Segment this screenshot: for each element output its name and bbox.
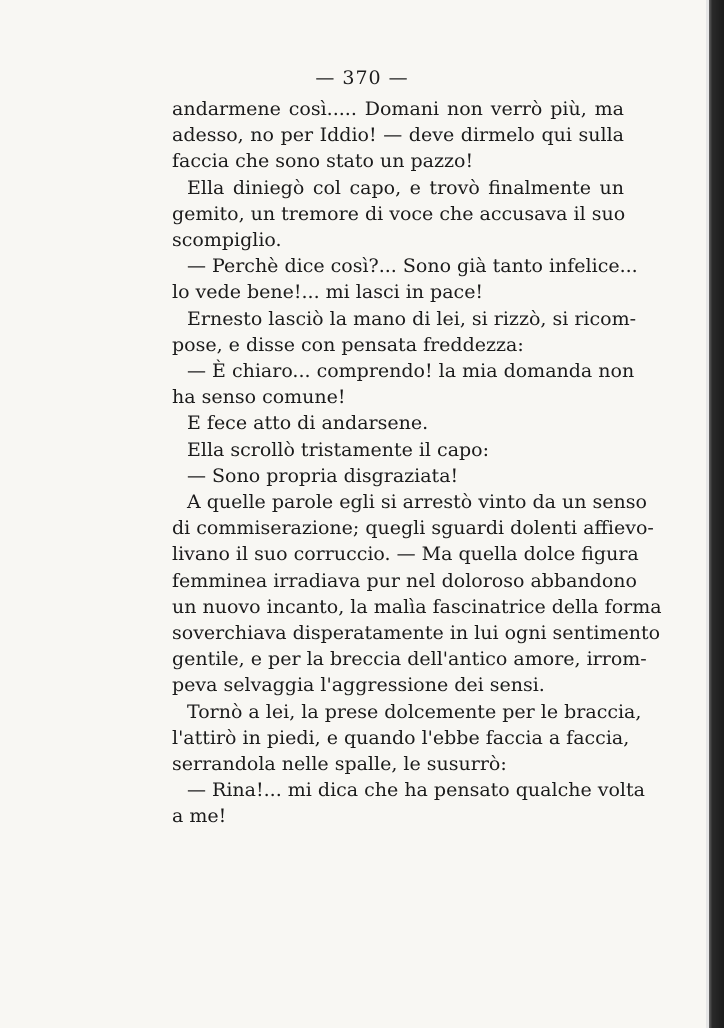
text-line: Ernesto lasciò la mano di lei, si rizzò, si ricom-: [187, 307, 637, 330]
text-line: A quelle parole egli si arrestò vinto da un senso: [187, 491, 647, 514]
text-line: Ella diniegò col capo, e trovò finalmente un: [187, 176, 624, 199]
text-line: Tornò a lei, la prese dolcemente per le braccia,: [187, 700, 642, 723]
text-line: un nuovo incanto, la malìa fascinatrice della forma: [172, 595, 662, 618]
text-line: di commiserazione; quegli sguardi dolenti affievo-: [172, 517, 654, 540]
text-line: — Perchè dice così?... Sono già tanto infelice...: [187, 255, 638, 278]
text-line: serrandola nelle spalle, le susurrò:: [172, 753, 507, 776]
text-line: lo vede bene!... mi lasci in pace!: [172, 281, 484, 304]
text-line: andarmene così..... Domani non verrò più, ma: [172, 98, 624, 120]
text-line: — È chiaro... comprendo! la mia domanda non: [187, 360, 635, 383]
page-number: — 370 —: [315, 67, 409, 89]
body-text: [172, 96, 662, 830]
page-edge-shadow: [706, 0, 724, 1028]
text-line: E fece atto di andarsene.: [187, 412, 429, 435]
text-line: Ella scrollò tristamente il capo:: [187, 438, 490, 461]
text-line: pose, e disse con pensata freddezza:: [172, 333, 524, 356]
text-line: l'attirò in piedi, e quando l'ebbe faccia a faccia,: [172, 726, 630, 749]
text-line: scompiglio.: [172, 229, 282, 252]
text-line: faccia che sono stato un pazzo!: [172, 150, 474, 173]
text-line: a me!: [172, 805, 227, 828]
text-line: livano il suo corruccio. — Ma quella dolce figura: [172, 543, 639, 566]
text-line: — Sono propria disgraziata!: [187, 464, 459, 487]
text-line: gemito, un tremore di voce che accusava il suo: [172, 202, 626, 225]
text-line: ha senso comune!: [172, 386, 346, 409]
text-line: gentile, e per la breccia dell'antico amore, irrom-: [172, 648, 647, 671]
text-line: soverchiava disperatamente in lui ogni sentimento: [172, 622, 661, 645]
text-line: peva selvaggia l'aggressione dei sensi.: [172, 674, 545, 697]
text-line: adesso, no per Iddio! — deve dirmelo qui sulla: [172, 124, 624, 147]
text-line: femminea irradiava pur nel doloroso abbandono: [172, 569, 637, 592]
text-line: — Rina!... mi dica che ha pensato qualche volta: [187, 779, 645, 802]
